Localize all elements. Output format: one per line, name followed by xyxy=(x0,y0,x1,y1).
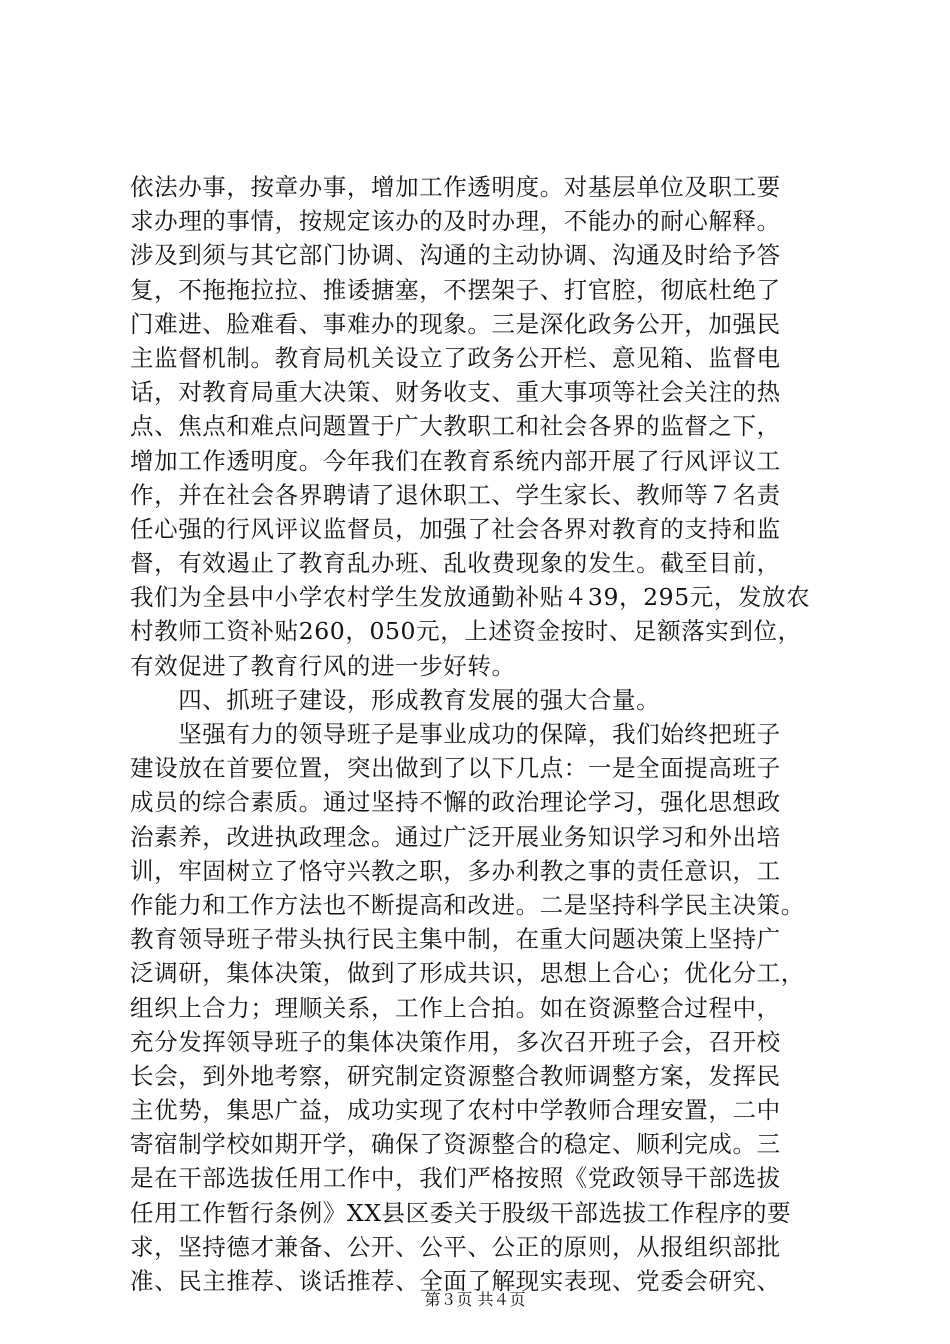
text-line: 坚强有力的领导班子是事业成功的保障，我们始终把班子 xyxy=(130,720,781,748)
text-line: 有效促进了教育行风的进一步好转。 xyxy=(130,651,516,680)
text-line: 泛调研，集体决策，做到了形成共识，思想上合心；优化分工， xyxy=(130,959,805,988)
text-line: 主监督机制。教育局机关设立了政务公开栏、意见箱、监督电 xyxy=(130,343,781,372)
text-line: 任用工作暂行条例》XX县区委关于股级干部选拔工作程序的要 xyxy=(130,1198,792,1227)
text-line: 求办理的事情，按规定该办的及时办理，不能办的耐心解释。 xyxy=(130,207,781,236)
text-line: 督，有效遏止了教育乱办班、乱收费现象的发生。截至目前， xyxy=(130,549,781,578)
text-line: 村教师工资补贴260，050元，上述资金按时、足额落实到位， xyxy=(130,617,802,646)
text-line: 增加工作透明度。今年我们在教育系统内部开展了行风评议工 xyxy=(130,446,781,475)
text-line: 是在干部选拔任用工作中，我们严格按照《党政领导干部选拔 xyxy=(130,1164,781,1193)
text-line: 组织上合力；理顺关系，工作上合拍。如在资源整合过程中， xyxy=(130,993,781,1022)
text-line: 任心强的行风评议监督员，加强了社会各界对教育的支持和监 xyxy=(130,514,781,543)
text-line: 复，不拖拖拉拉、推诿搪塞，不摆架子、打官腔，彻底杜绝了 xyxy=(130,275,781,304)
text-line: 话，对教育局重大决策、财务收支、重大事项等社会关注的热 xyxy=(130,378,781,407)
text-line: 门难进、脸难看、事难办的现象。三是深化政务公开，加强民 xyxy=(130,309,781,338)
text-line: 我们为全县中小学农村学生发放通勤补贴４39，295元，发放农 xyxy=(130,583,811,612)
text-line: 长会，到外地考察，研究制定资源整合教师调整方案，发挥民 xyxy=(130,1061,781,1090)
text-line: 主优势，集思广益，成功实现了农村中学教师合理安置，二中 xyxy=(130,1096,781,1125)
text-line: 成员的综合素质。通过坚持不懈的政治理论学习，强化思想政 xyxy=(130,788,781,817)
text-line: 教育领导班子带头执行民主集中制，在重大问题决策上坚持广 xyxy=(130,925,781,954)
text-line: 作能力和工作方法也不断提高和改进。二是坚持科学民主决策。 xyxy=(130,890,805,919)
text-line: 充分发挥领导班子的集体决策作用，多次召开班子会，召开校 xyxy=(130,1027,781,1056)
text-line: 依法办事，按章办事，增加工作透明度。对基层单位及职工要 xyxy=(130,173,781,201)
text-line: 涉及到须与其它部门协调、沟通的主动协调、沟通及时给予答 xyxy=(130,241,781,270)
text-line: 寄宿制学校如期开学，确保了资源整合的稳定、顺利完成。三 xyxy=(130,1130,781,1159)
page-footer: 第３页 共４页 xyxy=(424,1290,526,1309)
text-line: 作，并在社会各界聘请了退休职工、学生家长、教师等７名责 xyxy=(130,480,781,509)
section-heading: 四、抓班子建设，形成教育发展的强大合量。 xyxy=(130,685,661,714)
text-line: 治素养，改进执政理念。通过广泛开展业务知识学习和外出培 xyxy=(130,822,781,851)
document-body xyxy=(130,170,830,1298)
text-line: 训，牢固树立了恪守兴教之职，多办利教之事的责任意识，工 xyxy=(130,856,781,885)
text-line: 建设放在首要位置，突出做到了以下几点：一是全面提高班子 xyxy=(130,754,781,783)
text-line: 点、焦点和难点问题置于广大教职工和社会各界的监督之下， xyxy=(130,412,781,441)
text-line: 求，坚持德才兼备、公开、公平、公正的原则，从报组织部批 xyxy=(130,1232,781,1261)
text-line: 准、民主推荐、谈话推荐、全面了解现实表现、党委会研究、 xyxy=(130,1267,781,1295)
